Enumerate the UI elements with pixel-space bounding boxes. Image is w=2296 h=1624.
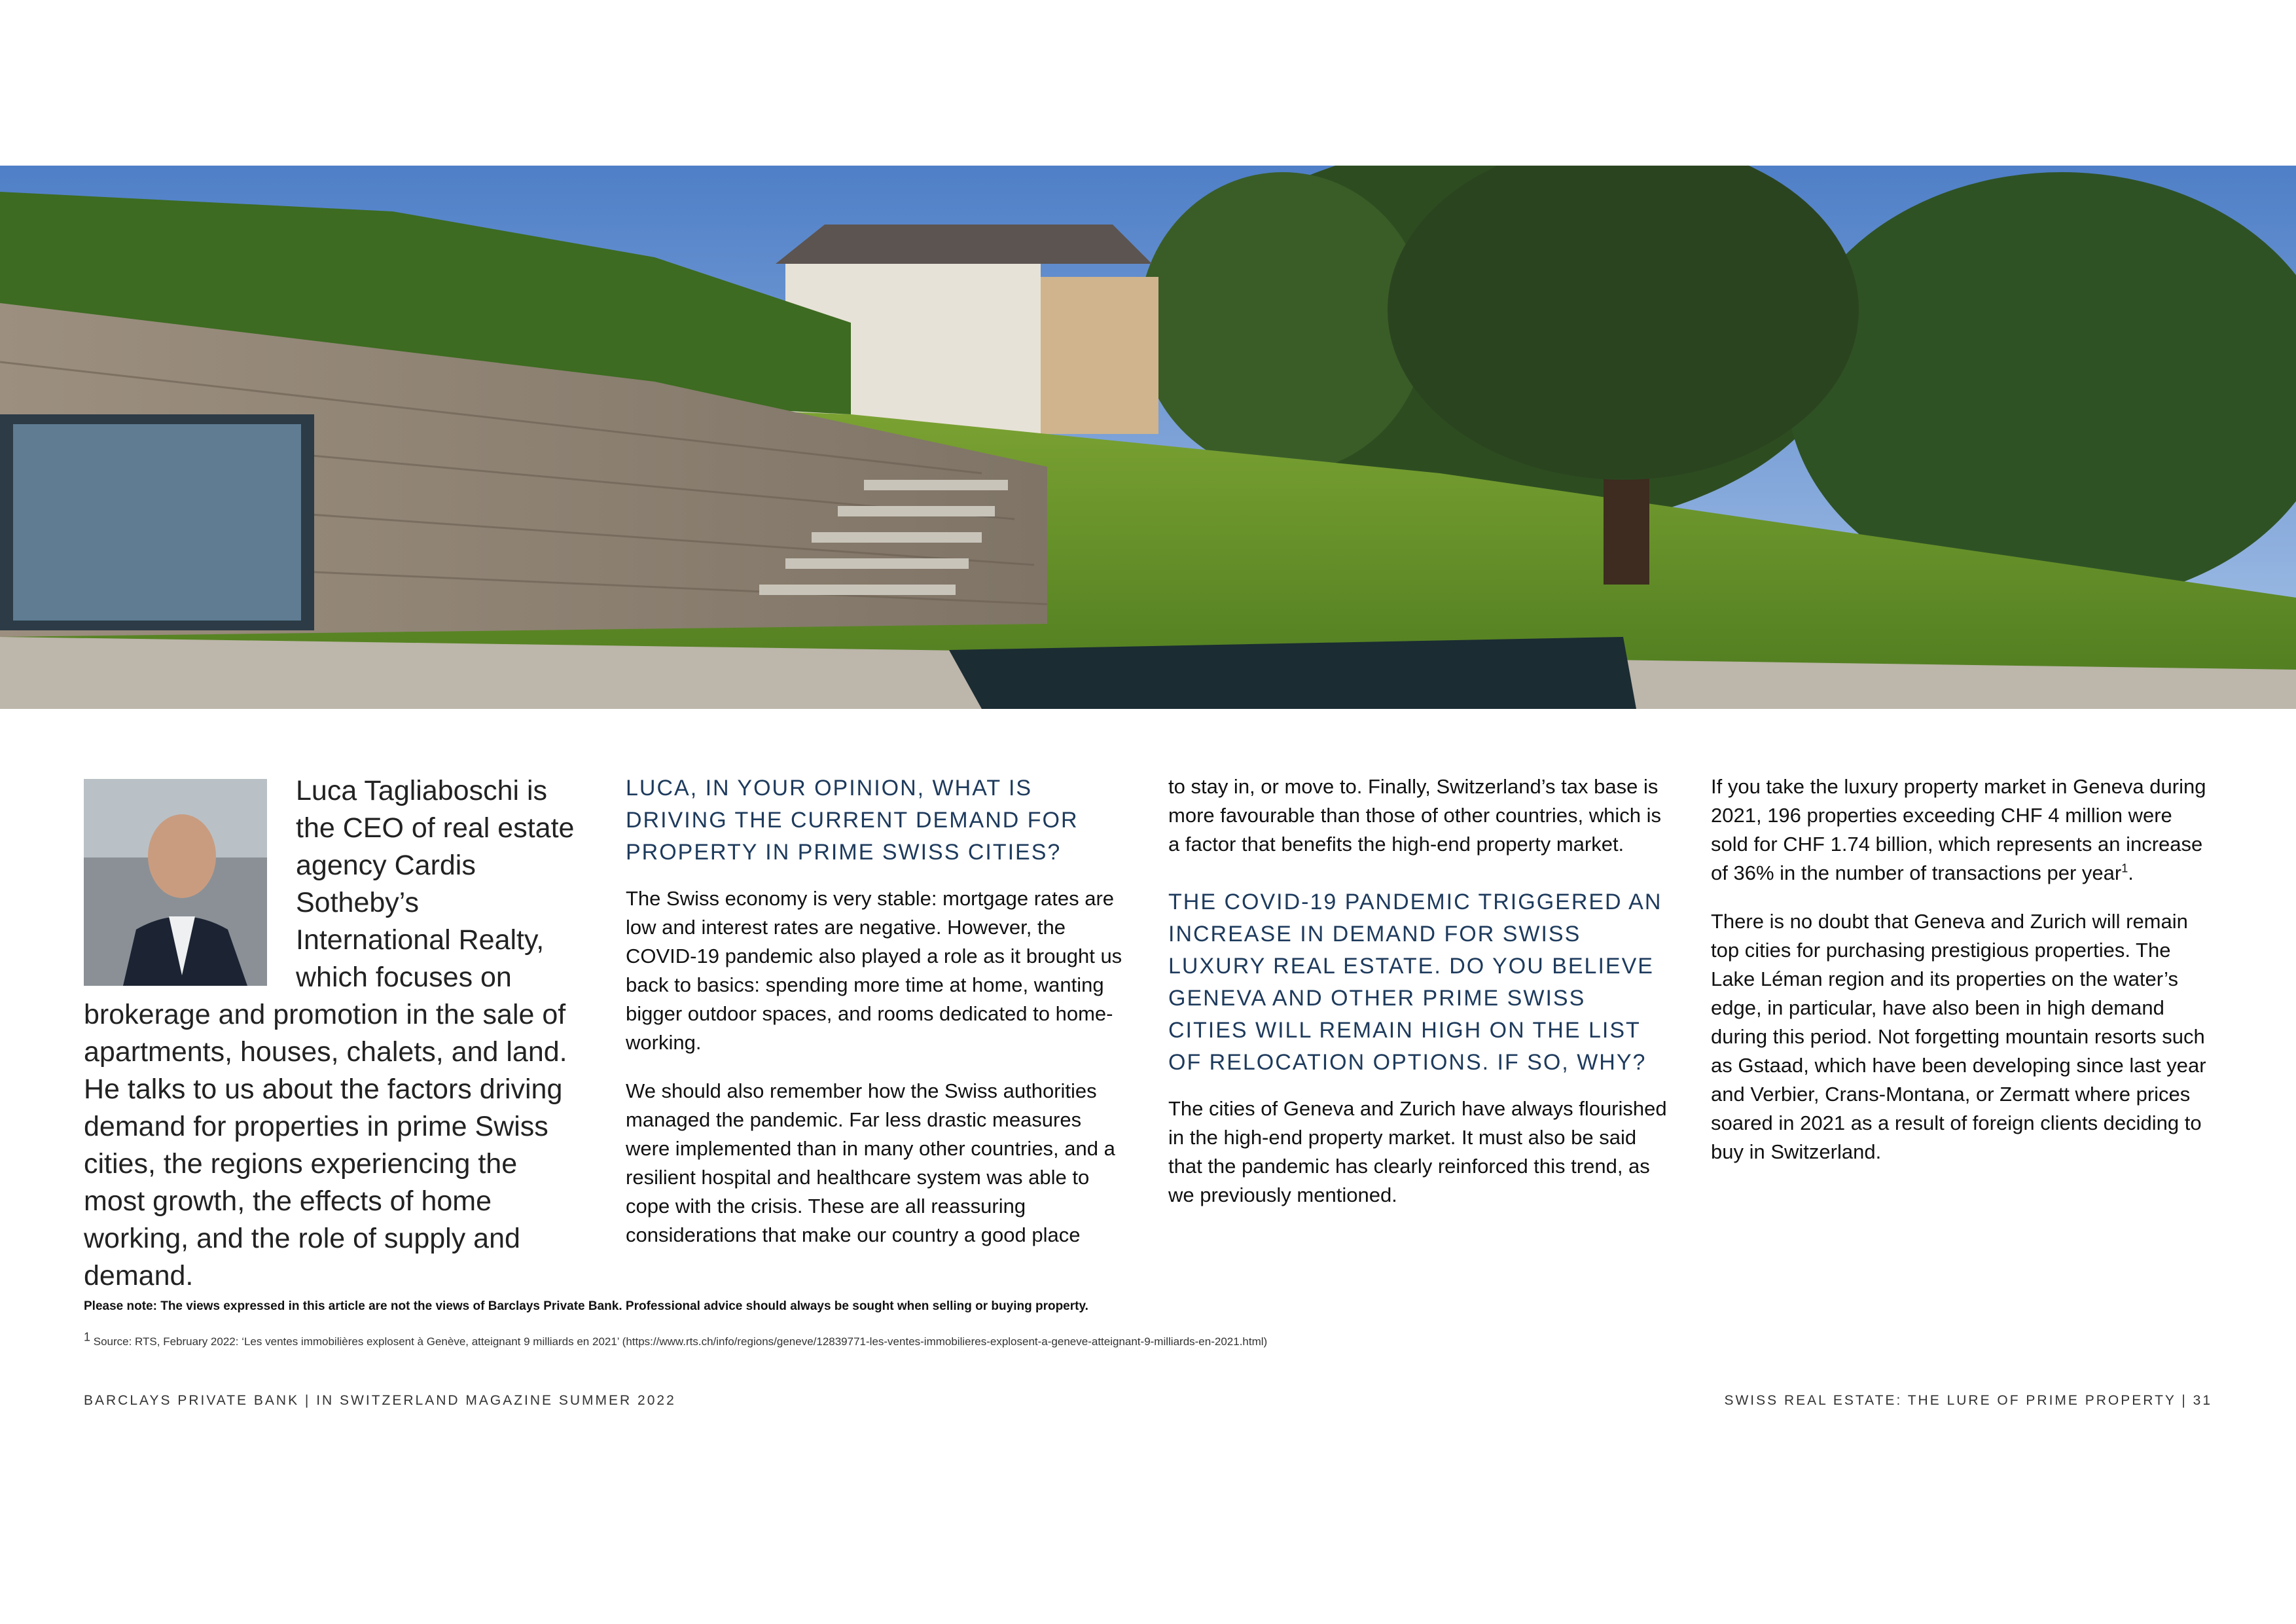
paragraph xyxy=(1711,772,2215,888)
paragraph: to stay in, or move to. Finally, Switzerland’s tax base is more favourable than those of other countries, which is a factor that benefits the high-end property market. xyxy=(1168,775,1662,856)
footnote-marker: 1 xyxy=(84,1330,91,1344)
disclaimer-note: Please note: The views expressed in this article are not the views of Barclays Private Bank. Professional advice should always be sought when selling or buying property. xyxy=(84,1299,1088,1313)
garden-villa-photo-icon xyxy=(0,166,2296,709)
intro-text: Luca Tagliaboschi is the CEO of real estate agency Cardis Sotheby’s International Realty, which focuses on brokerage and promotion in the sale of apartments, houses, chalets, and land. He talks to us about the factors driving demand for properties in prime Swiss cities, the regions experiencing the most growth, the effects of home working, and the role of supply and demand. xyxy=(84,775,575,1291)
paragraph: The Swiss economy is very stable: mortgage rates are low and interest rates are negative. However, the COVID-19 pandemic also played a role as it brought us back to basics: spending more time at home, wanting bigger outdoor spaces, and rooms dedicated to home-working. xyxy=(626,887,1122,1054)
paragraph-end: . xyxy=(2128,861,2134,884)
hero-photo xyxy=(0,166,2296,709)
question-heading-2: THE COVID-19 PANDEMIC TRIGGERED AN INCREASE IN DEMAND FOR SWISS LUXURY REAL ESTATE. DO YOU BELIEVE GENEVA AND OTHER PRIME SWISS CITIES WILL REMAIN HIGH ON THE LIST OF RELOCATION OPTIONS. IF SO, WHY? xyxy=(1168,890,1662,1075)
footnote-marker: 1 xyxy=(2121,861,2128,875)
author-portrait xyxy=(84,779,267,986)
source-footnote xyxy=(84,1330,1268,1348)
column-2 xyxy=(1168,772,1672,1229)
paragraph: There is no doubt that Geneva and Zurich will remain top cities for purchasing prestigious properties. The Lake Léman region and its properties on the water’s edge, in particular, have also been in high demand during this period. Not forgetting mountain resorts such as Gstaad, which have been developing since last year and Verbier, Crans-Montana, or Zermatt where prices soared in 2021 as a result of foreign clients deciding to buy in Switzerland. xyxy=(1711,910,2206,1163)
paragraph: We should also remember how the Swiss authorities managed the pandemic. Far less drastic measures were implemented than in many other countries, and a resilient hospital and healthcare system was able to cope with the crisis. These are all reassuring considerations that make our country a good place xyxy=(626,1079,1115,1246)
question-heading-1: LUCA, IN YOUR OPINION, WHAT IS DRIVING THE CURRENT DEMAND FOR PROPERTY IN PRIME SWISS CITIES? xyxy=(626,776,1079,865)
footer-publication: BARCLAYS PRIVATE BANK | IN SWITZERLAND MAGAZINE SUMMER 2022 xyxy=(84,1393,676,1408)
column-1 xyxy=(626,772,1130,1269)
intro-block xyxy=(84,772,581,1295)
person-portrait-icon xyxy=(84,779,267,986)
column-3 xyxy=(1711,772,2215,1186)
paragraph-text: If you take the luxury property market in Geneva during 2021, 196 properties exceeding CHF 4 million were sold for CHF 1.74 billion, which represents an increase of 36% in the number of transactions per year xyxy=(1711,775,2206,884)
source-text: Source: RTS, February 2022: ‘Les ventes immobilières explosent à Genève, atteignant 9 milliards en 2021’ (https://www.rts.ch/info/regions/geneve/12839771-les-ventes-immobilieres-explosent-a-geneve-atteignant-9-milliards-en-2021.html) xyxy=(90,1335,1268,1348)
footer-page-title: SWISS REAL ESTATE: THE LURE OF PRIME PROPERTY | 31 xyxy=(1724,1393,2212,1408)
paragraph: The cities of Geneva and Zurich have always flourished in the high-end property market. It must also be said that the pandemic has clearly reinforced this trend, as we previously mentioned. xyxy=(1168,1097,1667,1206)
